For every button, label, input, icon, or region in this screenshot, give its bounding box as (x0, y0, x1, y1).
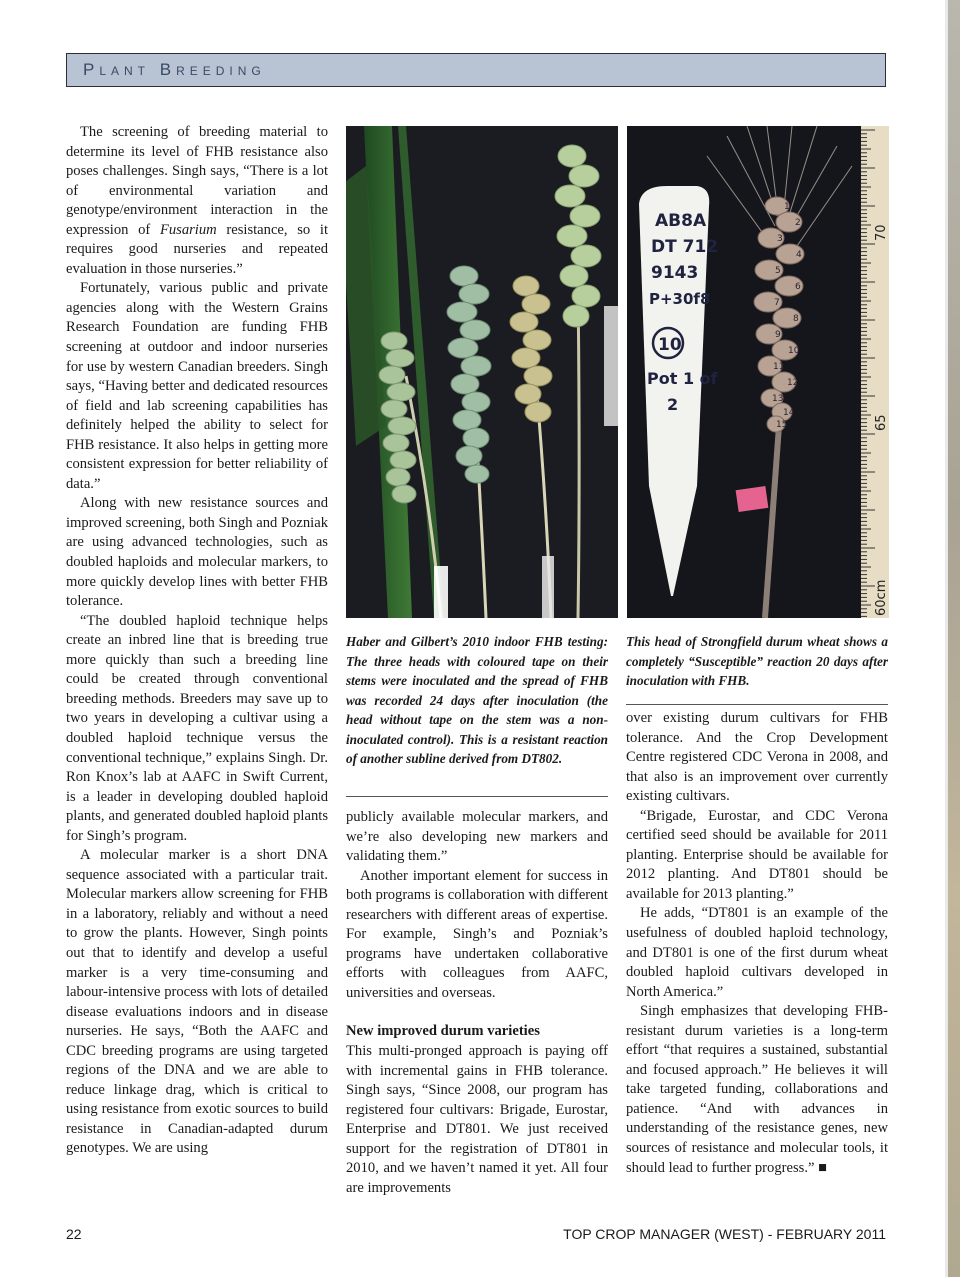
strongfield-durum-photo (627, 126, 889, 618)
section-title: Plant Breeding (83, 60, 266, 79)
spike-number: 10 (788, 346, 800, 356)
page-number: 22 (66, 1226, 82, 1242)
spike-number: 12 (787, 378, 799, 388)
spike-number: 2 (795, 218, 801, 228)
adjacent-page-edge (945, 0, 960, 1277)
publication-line: TOP CROP MANAGER (WEST) - FEBRUARY 2011 (563, 1226, 886, 1242)
ruler-label: 65 (874, 414, 889, 431)
ruler-label: 60cm (874, 579, 889, 616)
caption-divider (346, 796, 608, 797)
photo-caption-2: This head of Strongfield durum wheat shows a completely “Susceptible” reaction 20 days after inoculation with FHB. (626, 634, 888, 689)
spike-number: 4 (796, 250, 802, 260)
article-column-1 (66, 123, 328, 1159)
spike-number: 5 (775, 266, 781, 276)
paragraph: publicly available molecular markers, and we’re also developing new markers and validating them.” (346, 809, 608, 865)
paragraph: Singh emphasizes that developing FHB-resistant durum varieties is a long-term effort “that requires a sustained, substantial and focused approach.” He believes it will take targeted funding, collaborations and patience. “And with advances in understanding of the resistance genes, new sources of resistance and molecular tools, it should lead to further progress.” ■ (626, 1003, 888, 1176)
caption-divider (626, 704, 888, 705)
wheat-heads-illustration (346, 126, 618, 618)
tag-line: 10 (658, 335, 682, 355)
spike-number: 7 (774, 298, 780, 308)
paragraph: Another important element for success in both programs is collaboration with different researchers with different areas of expertise. For example, Singh’s and Pozniak’s programs have undertaken collaborative efforts with colleagues from AAFC, universities and overseas. (346, 867, 608, 1001)
paragraph: A molecular marker is a short DNA sequence associated with a particular trait. Molecular markers allow screening for FHB in a laboratory, reliably and without a need to grow the plants. However, Singh points out that to identify and develop a useful marker is a very time-consuming and labour-intensive process with lots of detailed disease evaluations indoors and in disease nurseries. He says, “Both the AAFC and CDC breeding programs are using targeted regions of the DNA and we are able to reduce linkage drag, which is critical to using resistance from exotic sources to build resistance in Canadian-adapted durum genotypes. We are using (66, 847, 328, 1157)
tag-line: AB8A (655, 211, 707, 231)
ruler-label: 70 (874, 224, 889, 241)
paragraph: Fortunately, various public and private agencies along with the Western Grains Research Foundation are funding FHB screening at outdoor and indoor nurseries for use by western Canadian breeders. Singh says, “Having better and dedicated resources of field and lab screening capabilities has definitely helped the ability to select for FHB resistance. It also helps in getting more consistent expression for better reliability of data.” (66, 280, 328, 492)
spike-number: 6 (795, 282, 801, 292)
tag-line: Pot 1 of (647, 369, 718, 388)
spike-number: 15 (776, 420, 788, 430)
paragraph: “The doubled haploid technique helps create an inbred line that is breeding true more quickly than such a breeding line could be created through conventional breeding methods. Breeders may save up to two years in developing a cultivar using a doubled haploid technique versus the conventional technique,” explains Singh. Dr. Ron Knox’s lab at AAFC in Swift Current, is a leader in developing doubled haploid plants, and generated doubled haploid plants for Singh’s program. (66, 612, 328, 844)
tag-line: 9143 (651, 263, 699, 283)
spike-number: 11 (773, 362, 785, 372)
spike-number: 13 (772, 394, 784, 404)
spike-number: 8 (793, 314, 799, 324)
section-header-banner (66, 53, 886, 87)
subheading: New improved durum varieties (346, 1023, 540, 1040)
photo-caption-1: Haber and Gilbert’s 2010 indoor FHB testing: The three heads with coloured tape on their stems were inoculated and the spread of FHB was recorded 24 days after inoculation (the head without tape on the stem was a non-inoculated control). This is a resistant reaction of another subline derived from DT802. (346, 634, 608, 767)
spike-number: 14 (783, 408, 795, 418)
spike-number: 1 (784, 202, 790, 212)
tag-line: DT 712 (651, 237, 719, 257)
tag-line: 2 (667, 395, 679, 414)
paragraph: “Brigade, Eurostar, and CDC Verona certified seed should be available for 2011 planting. Enterprise should be available for 2012 planting. And DT801 should be available for 2013 planting.” (626, 807, 888, 902)
spike-number: 9 (775, 330, 781, 340)
article-column-2 (346, 808, 608, 1198)
paragraph: over existing durum cultivars for FHB tolerance. And the Crop Development Centre registered CDC Verona in 2008, and that also is an improvement over currently existing cultivars. (626, 710, 888, 805)
article-column-3 (626, 709, 888, 1178)
durum-head-illustration (627, 126, 889, 618)
tag-line: P+30f8 (649, 290, 711, 308)
spike-number: 3 (777, 234, 783, 244)
paragraph: Along with new resistance sources and improved screening, both Singh and Pozniak are using advanced technologies, such as doubled haploids and molecular markers, to more quickly develop lines with better FHB tolerance. (66, 495, 328, 610)
paragraph: He adds, “DT801 is an example of the usefulness of doubled haploid technology, and DT801 is one of the first durum wheat doubled haploid cultivars developed in North America.” (626, 905, 888, 1000)
paragraph: This multi-pronged approach is paying off with incremental gains in FHB tolerance. Singh says, “Since 2008, our program has registered four cultivars: Brigade, Eurostar, Enterprise and DT801. We just received support for the registration of DT801 in 2010, and we haven’t named it yet. All four are improvements (346, 1043, 608, 1196)
paragraph: The screening of breeding material to determine its level of FHB resistance also poses challenges. Singh says, “There is a lot of environmental variation and genotype/environment interaction in the expression of Fusarium resistance, so it requires good nurseries and repeated evaluation in those nurseries.” (66, 124, 329, 277)
wheat-heads-photo (346, 126, 618, 618)
